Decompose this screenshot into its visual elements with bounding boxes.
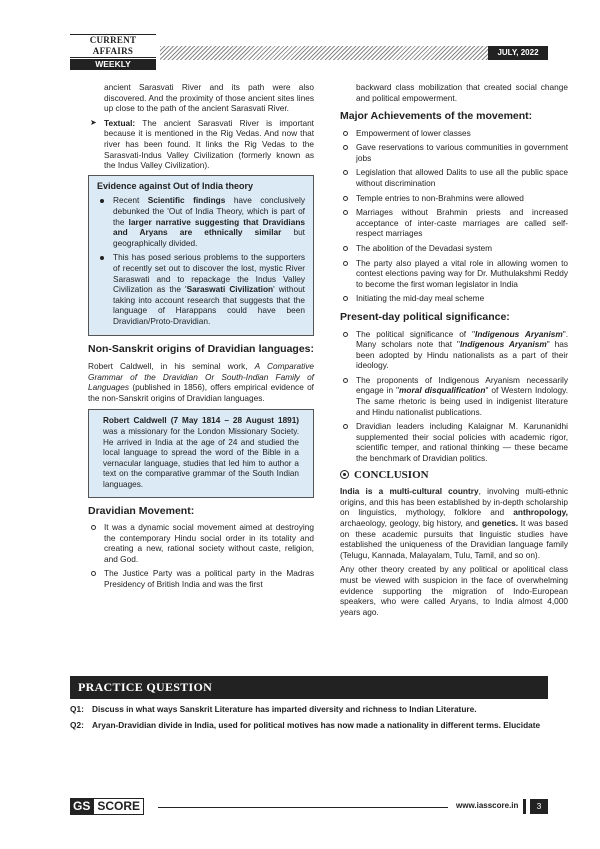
left-column <box>88 82 314 594</box>
text-run: It was based on these academic pursuits that linguistic studies have established the uniqueness of the Dravidian language family (Telugu, Kannada, Malayalam, Tulu, Tamil, and so on). <box>340 518 568 560</box>
text-run-bold: India is a multi-cultural country <box>340 486 479 497</box>
movement-bullet <box>88 522 314 564</box>
text-run: ' without taking into account research that suggests that the language of Harappans could have been Dravidian/Proto-Dravidian. <box>113 284 305 326</box>
book-title: A Comparative Grammar of the Dravidian Or South-Indian Family of Languages <box>88 360 314 393</box>
text-run: Temple entries to non-Brahmins were allowed <box>356 192 524 203</box>
gs-score-logo <box>70 798 144 815</box>
text-run: Legislation that allowed Dalits to use all the public space without discrimination <box>356 167 568 189</box>
bullet-icon <box>343 210 348 215</box>
text-run-bold: larger narrative suggesting that Dravidians and Aryans are ethnically similar <box>113 216 306 238</box>
caldwell-name: Robert Caldwell (7 May 1814 – 28 August 1891) <box>103 416 299 426</box>
bullet-icon <box>91 525 96 530</box>
text-run: The party also played a vital role in allowing women to contest elections paving way for Dr. Muthulakshmi Reddy to become the first woman legislator in India <box>356 257 568 289</box>
bullet-icon <box>343 170 348 175</box>
heading-conclusion <box>340 470 568 481</box>
bullet-icon <box>100 256 104 260</box>
bullet-icon <box>343 246 348 251</box>
question-2 <box>70 720 548 731</box>
caldwell-bio: was a missionary for the London Missionary Society. He arrived in India at the age of 24 and studied the local language to spread the word of the Bible in a vernacular language, studies that led him to author a text on the comparative grammar of the South Indian languages. <box>103 426 299 489</box>
page-header <box>70 34 548 70</box>
logo-part: GS <box>70 798 93 815</box>
text-run-bold: anthropology, <box>513 507 568 518</box>
textual-point <box>88 118 314 171</box>
text-run: , involving multi-ethnic origins, and this has been established by in-depth scholarship on linguistics, mythology, folklore and <box>340 486 568 518</box>
text-run: The proponents of Indigenous Aryanism necessarily engage in " <box>356 374 568 396</box>
bullet-icon <box>343 196 348 201</box>
text-run: The Justice Party was a political party in the Madras Presidency of British India and was the first <box>104 568 314 589</box>
page-footer <box>70 798 548 816</box>
achievement-item <box>340 142 568 163</box>
conclusion-paragraph: Any other theory created by any political or apolitical class must be viewed with suspicion in the face of overwhelming evidence supporting the migration of Indo-European speakers, who were called Aryans, to India almost 4,000 years ago. <box>340 564 568 617</box>
bullet-icon <box>343 261 348 266</box>
text-run: archaeology, geology, big history, and <box>340 518 483 528</box>
text-run-bold: Indigenous Aryanism <box>475 328 563 339</box>
question-text: Discuss in what ways Sanskrit Literature has imparted diversity and richness to Indian Literature. <box>92 704 477 714</box>
footer-divider <box>523 799 526 814</box>
textual-body: The ancient Sarasvati River is important because it is mentioned in the Rig Vedas. And now that river has been found. It links the Rig Vedas to the Sarasvati-Indus Valley Civilization (formerly known as the Indus Valley Civilization). <box>104 117 314 171</box>
text-run: Marriages without Brahmin priests and increased acceptance of inter-caste marriages are called self-respect marriages <box>356 207 568 239</box>
right-column <box>340 82 568 621</box>
issue-date: JULY, 2022 <box>488 46 548 60</box>
heading-present-day: Present-day political significance: <box>340 311 510 323</box>
text-run-bold: Saraswati Civilization <box>186 284 274 295</box>
question-text: Aryan-Dravidian divide in India, used for political motives has now made a nationality in different terms. Elucidate <box>92 719 541 730</box>
bullet-icon <box>343 296 348 301</box>
conclusion-title: CONCLUSION <box>354 468 429 481</box>
arrow-bullet-icon: ➤ <box>90 117 97 127</box>
brand-bottom: WEEKLY <box>70 59 156 70</box>
evidence-bullet <box>97 252 305 326</box>
text-run: Gave reservations to various communities in government jobs <box>356 142 568 163</box>
conclusion-paragraph <box>340 486 568 560</box>
achievement-item <box>340 243 568 254</box>
logo-part: SCORE <box>93 798 144 815</box>
question-number: Q2: <box>70 719 84 730</box>
text-run-bold: Scientific findings <box>147 195 226 206</box>
bullet-icon <box>343 332 348 337</box>
achievement-item <box>340 193 568 204</box>
text-run: ". Many scholars note that " <box>356 328 569 350</box>
text-run-bold: moral disqualification <box>399 385 486 396</box>
heading-non-sanskrit: Non-Sanskrit origins of Dravidian languages: <box>88 343 314 356</box>
text-run: (published in 1856), offers empirical evidence of the non-Sanskrit origins of Dravidian languages. <box>88 382 314 403</box>
text-run: Empowerment of lower classes <box>356 127 471 138</box>
achievement-item <box>340 258 568 290</box>
header-hatch-divider <box>160 46 490 60</box>
achievement-item <box>340 207 568 239</box>
text-run: This has posed serious problems to the supporters of recently set out to discover the lost, mystic River Saraswati and to repackage the Indus Valley Civilization as the ' <box>113 252 305 295</box>
heading-dravidian-movement: Dravidian Movement: <box>88 504 195 517</box>
brand-top: CURRENT AFFAIRS <box>70 34 156 58</box>
significance-item <box>340 421 568 463</box>
footer-rule <box>158 807 448 808</box>
target-circle-icon <box>340 470 349 479</box>
intro-paragraph: ancient Sarasvati River and its path were also discovered. And the proximity of those ancient sites lines up close to the path of the ancient Sarasvati River. <box>104 82 314 114</box>
achievements-list <box>340 128 568 304</box>
continued-paragraph: backward class mobilization that created social change and political empowerment. <box>356 82 568 103</box>
text-run: " of Western Indology. The same rhetoric is being used in indigenist literature and Hindu nationalist publications. <box>356 385 569 417</box>
page-number: 3 <box>530 799 548 814</box>
text-run: Robert Caldwell, in his seminal work, <box>88 360 255 371</box>
text-run: have conclusively debunked the 'Out of India Theory, which is part of the <box>113 195 305 227</box>
brand-label <box>70 34 156 70</box>
significance-item <box>340 375 568 417</box>
textual-label: Textual: <box>104 117 136 128</box>
evidence-box-title: Evidence against Out of India theory <box>97 180 254 191</box>
text-run: Recent <box>113 195 148 206</box>
text-run: The abolition of the Devadasi system <box>356 243 493 254</box>
text-run-bold: genetics. <box>482 518 519 528</box>
text-run: Dravidian leaders including Kalaignar M. Karunanidhi supplemented their social policies with academic rigor, scientific temper, and rational thinking — these became the benchmark of Dravidian politics. <box>356 421 568 464</box>
text-run: Initiating the mid-day meal scheme <box>356 293 485 304</box>
evidence-box <box>88 175 314 337</box>
heading-achievements: Major Achievements of the movement: <box>340 110 533 123</box>
movement-bullet <box>88 568 314 589</box>
caldwell-box <box>88 409 314 497</box>
text-run: " has been adopted by Hindu nationalists as a part of their ideology. <box>356 339 568 371</box>
caldwell-paragraph <box>88 361 314 403</box>
text-run-bold: Indigenous Aryanism <box>459 339 547 350</box>
practice-title: PRACTICE QUESTION <box>70 676 548 699</box>
text-run: The political significance of " <box>356 328 476 339</box>
text-run: It was a dynamic social movement aimed at destroying the contemporary Hindu social order in its totality and creating a new, rational society without caste, religion, and God. <box>104 522 314 564</box>
bullet-icon <box>343 378 348 383</box>
practice-question-section <box>70 676 548 730</box>
question-number: Q1: <box>70 704 84 714</box>
bullet-icon <box>343 145 348 150</box>
bullet-icon <box>91 571 96 576</box>
achievement-item <box>340 293 568 304</box>
achievement-item <box>340 128 568 139</box>
achievement-item <box>340 167 568 188</box>
significance-item <box>340 329 568 371</box>
bullet-icon <box>100 199 104 203</box>
text-run: but geographically divided. <box>113 227 305 248</box>
website-link[interactable]: www.iasscore.in <box>456 801 519 810</box>
bullet-icon <box>343 424 348 429</box>
evidence-bullet <box>97 195 305 248</box>
bullet-icon <box>343 131 348 136</box>
question-1 <box>70 704 548 715</box>
